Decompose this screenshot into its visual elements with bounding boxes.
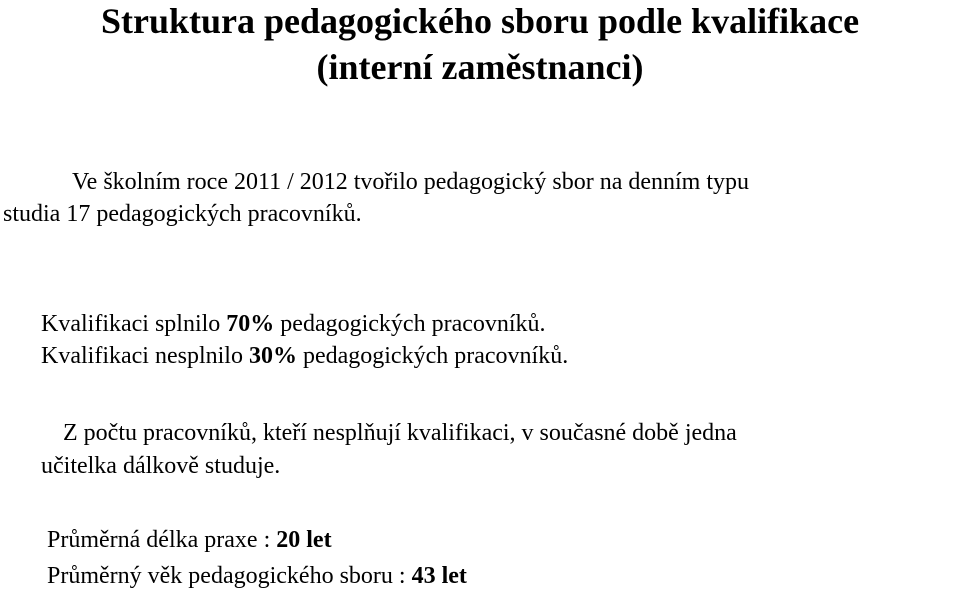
intro-line-2: studia 17 pedagogických pracovníků.: [3, 201, 362, 227]
intro-line-1: Ve školním roce 2011 / 2012 tvořilo pedagogický sbor na denním typu: [72, 169, 750, 195]
qualification-met-prefix: Kvalifikaci splnilo: [41, 311, 227, 337]
qualification-not-met-suffix: pedagogických pracovníků.: [296, 343, 569, 369]
page-title: Struktura pedagogického sboru podle kvalifikace: [100, 1, 860, 41]
study-note-line-1: Z počtu pracovníků, kteří nesplňují kvalifikaci, v současné době jedna: [63, 420, 737, 446]
average-age-value: 43 let: [411, 563, 467, 589]
qualification-met: [41, 309, 546, 339]
average-age: [47, 561, 467, 591]
qualification-not-met-prefix: Kvalifikaci nesplnilo: [41, 343, 249, 369]
qualification-not-met: [41, 341, 568, 371]
study-note-line-2: učitelka dálkově studuje.: [41, 453, 281, 479]
average-age-label: Průměrný věk pedagogického sboru :: [47, 563, 412, 589]
average-practice-value: 20 let: [276, 527, 332, 553]
qualification-not-met-value: 30%: [248, 343, 297, 369]
qualification-met-suffix: pedagogických pracovníků.: [274, 311, 546, 337]
qualification-met-value: 70%: [226, 311, 275, 337]
average-practice-label: Průměrná délka praxe :: [47, 527, 277, 553]
average-practice: [47, 525, 332, 555]
page-subtitle: (interní zaměstnanci): [316, 47, 644, 87]
